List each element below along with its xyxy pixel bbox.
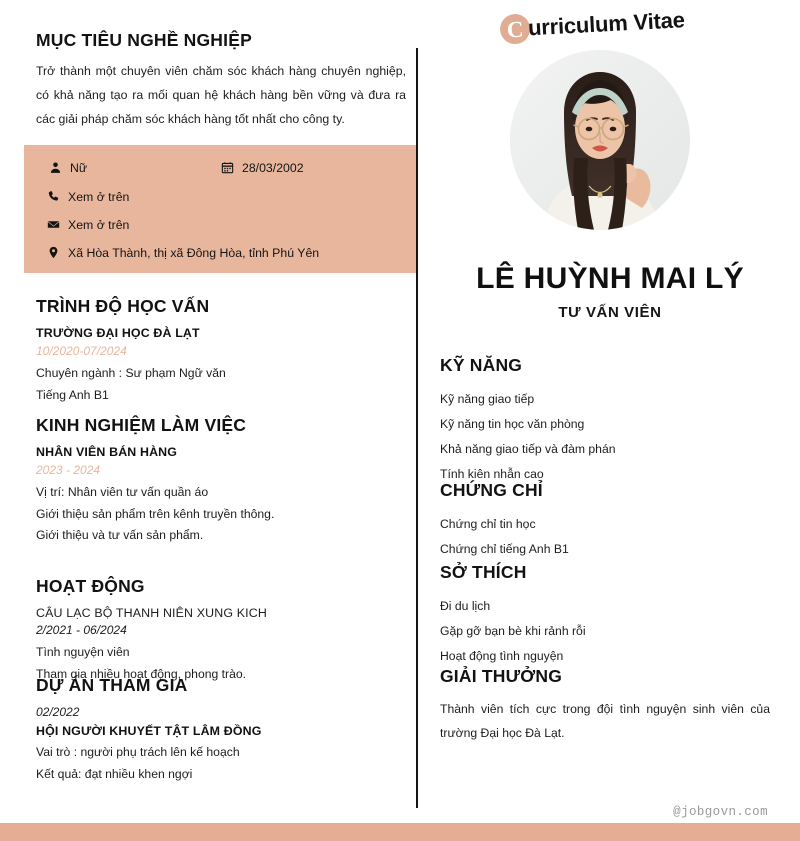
education-line: Tiếng Anh B1 (36, 387, 109, 402)
certificate-item: Chứng chỉ tin học (440, 517, 536, 531)
experience-heading: KINH NGHIỆM LÀM VIỆC (36, 415, 247, 435)
hobby-item: Đi du lịch (440, 599, 491, 613)
education-school: TRƯỜNG ĐẠI HỌC ĐÀ LẠT (36, 326, 200, 340)
info-address (46, 245, 319, 260)
skill-item: Tính kiên nhẫn cao (440, 467, 544, 482)
calendar-icon (220, 160, 235, 175)
section-work-experience (36, 415, 406, 547)
activity-date: 2/2021 - 06/2024 (36, 623, 127, 637)
activity-line: Tình nguyện viên (36, 645, 130, 659)
envelope-icon (46, 217, 61, 232)
experience-date: 2023 - 2024 (36, 463, 101, 477)
skills-heading: KỸ NĂNG (440, 355, 523, 375)
skill-item: Kỹ năng tin học văn phòng (440, 417, 585, 432)
section-awards (440, 666, 770, 746)
activity-heading: HOẠT ĐỘNG (36, 576, 145, 596)
candidate-name: LÊ HUỲNH MAI LÝ (476, 262, 744, 295)
info-gender-value: Nữ (70, 160, 88, 175)
profile-photo (510, 50, 690, 230)
info-email (46, 217, 129, 232)
activity-line: Tham gia nhiều hoạt động, phong trào. (36, 666, 247, 681)
awards-text: Thành viên tích cực trong đội tình nguyện sinh viên của trường Đại học Đà Lạt. (440, 702, 770, 740)
education-heading: TRÌNH ĐỘ HỌC VẤN (36, 296, 210, 316)
project-org: HỘI NGƯỜI KHUYẾT TẬT LÂM ĐỒNG (36, 724, 262, 738)
section-career-objective (36, 30, 406, 132)
person-icon (48, 160, 63, 175)
cv-logo-initial: C (499, 13, 531, 45)
objective-heading: MỤC TIÊU NGHỀ NGHIỆP (36, 30, 252, 50)
location-pin-icon (46, 245, 61, 260)
info-gender (48, 160, 87, 175)
section-hobbies (440, 562, 770, 669)
project-heading: DỰ ÁN THAM GIA (36, 675, 188, 695)
hobbies-heading: SỞ THÍCH (440, 562, 527, 582)
phone-icon (46, 189, 61, 204)
education-date: 10/2020-07/2024 (36, 344, 127, 358)
certificates-heading: CHỨNG CHỈ (440, 480, 543, 500)
activity-org: CÂU LẠC BỘ THANH NIÊN XUNG KICH (36, 606, 267, 620)
skill-item: Kỹ năng giao tiếp (440, 392, 535, 406)
project-line: Vai trò : người phụ trách lên kế hoạch (36, 745, 240, 759)
section-projects (36, 675, 406, 785)
experience-line: Vị trí: Nhân viên tư vấn quần áo (36, 485, 209, 499)
project-line: Kết quả: đạt nhiều khen ngợi (36, 766, 193, 781)
experience-position: NHÂN VIÊN BÁN HÀNG (36, 445, 178, 459)
cv-logo (499, 5, 685, 45)
info-phone (46, 189, 129, 204)
info-birthdate (220, 160, 304, 175)
profile-photo-image (510, 50, 690, 230)
bottom-accent-bar (0, 823, 800, 841)
experience-line: Giới thiệu và tư vấn sản phẩm. (36, 528, 204, 543)
awards-heading: GIẢI THƯỞNG (440, 666, 563, 686)
certificate-item: Chứng chỉ tiếng Anh B1 (440, 542, 569, 557)
candidate-role: TƯ VẤN VIÊN (558, 304, 662, 321)
section-education (36, 296, 406, 406)
cv-logo-text: urriculum Vitae (527, 7, 686, 41)
info-email-value: Xem ở trên (68, 217, 130, 232)
section-certificates (440, 480, 770, 562)
hobby-item: Gặp gỡ bạn bè khi rảnh rỗi (440, 624, 586, 639)
column-divider (416, 48, 418, 808)
objective-text: Trở thành một chuyên viên chăm sóc khách hàng chuyên nghiệp, có khả năng tạo ra mối quan hệ khách hàng bền vững và đưa ra các giải pháp chăm sóc khách hàng tốt nhất cho công ty. (36, 64, 406, 126)
section-activities (36, 576, 406, 685)
info-address-value: Xã Hòa Thành, thị xã Đông Hòa, tỉnh Phú Yên (68, 245, 320, 260)
hobby-item: Hoạt động tình nguyện (440, 649, 564, 664)
education-line: Chuyên ngành : Sư phạm Ngữ văn (36, 366, 226, 380)
experience-line: Giới thiệu sản phẩm trên kênh truyền thông. (36, 506, 275, 521)
info-phone-value: Xem ở trên (68, 189, 130, 204)
watermark: @jobgovn.com (673, 805, 768, 819)
skill-item: Khả năng giao tiếp và đàm phán (440, 442, 616, 457)
project-date: 02/2022 (36, 705, 80, 719)
section-skills (440, 355, 770, 487)
personal-info-box (24, 145, 416, 273)
info-birthdate-value: 28/03/2002 (242, 160, 304, 175)
